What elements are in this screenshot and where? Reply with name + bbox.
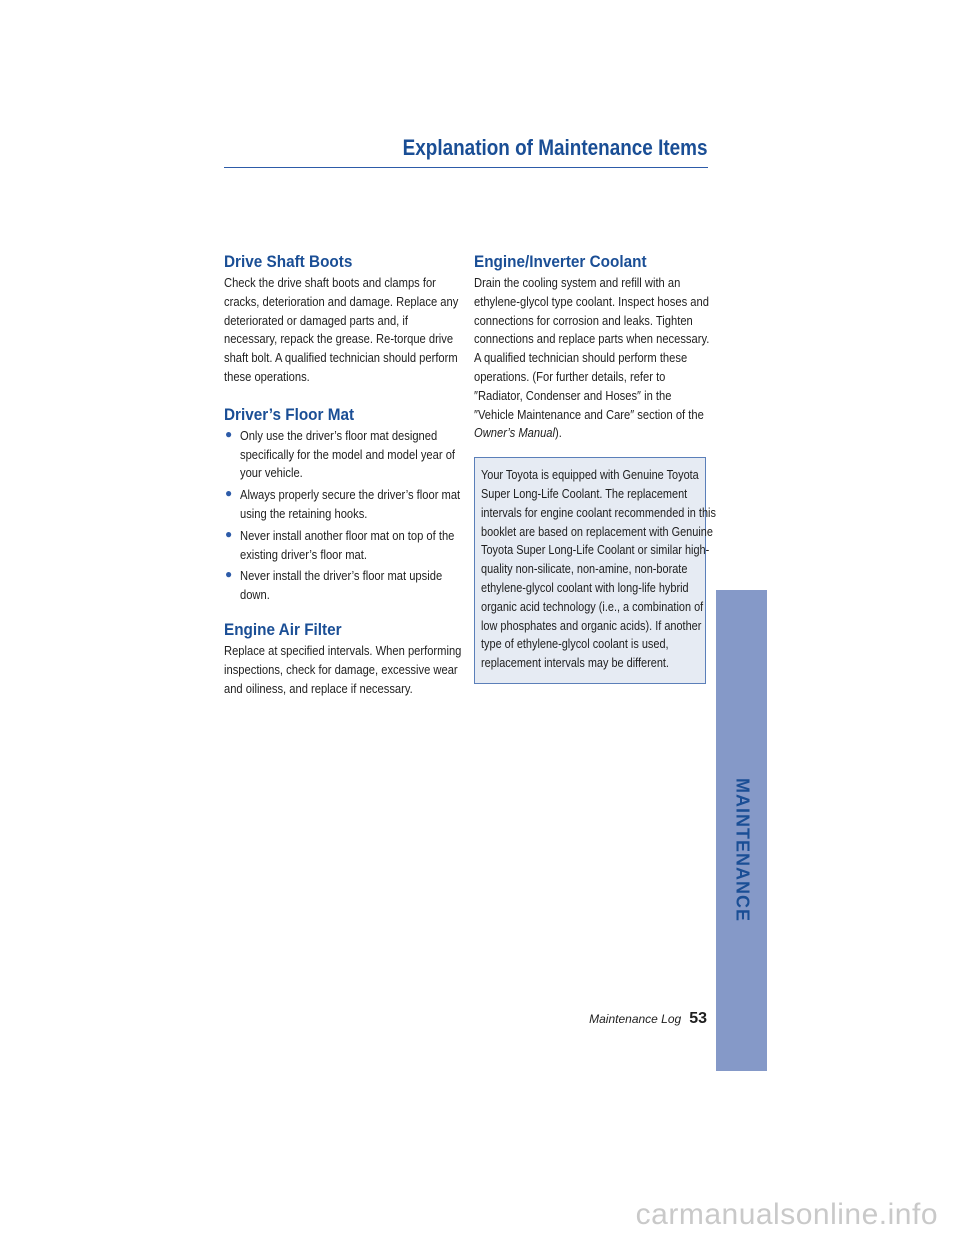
coolant-note-box [474, 457, 716, 684]
bullet-text: Only use the driver’s floor mat designed specifically for the model and model year of your vehicle. [240, 427, 456, 481]
section-body-drive-shaft-boots: Check the drive shaft boots and clamps for cracks, deterioration and damage. Replace any deteriorated or damaged parts and, if necessary, repack the grease. Re-torque drive shaft bolt. A qualified technician should perform these operations. [224, 275, 459, 384]
section-heading-drive-shaft-boots: Drive Shaft Boots [224, 252, 353, 271]
left-column [224, 250, 464, 698]
list-item [224, 427, 464, 483]
bullet-text: Always properly secure the driver’s floor mat using the retaining hooks. [240, 487, 461, 521]
side-tab [716, 590, 767, 1071]
section-heading-engine-air-filter: Engine Air Filter [224, 619, 342, 639]
coolant-note-text: Your Toyota is equipped with Genuine Toyota Super Long-Life Coolant. The replacement intervals for engine coolant recommended in this booklet are based on replacement with Genuine Toyota Super Long-Life Coolant or similar high-quality non-silicate, non-amine, non-borate ethylene-glycol coolant with long-life hybrid organic acid technology (i.e., a combination of low phosphates and organic acids). If another type of ethylene-glycol coolant is used, replacement intervals may be different. [481, 467, 716, 671]
section-engine-inverter-coolant [474, 250, 716, 684]
floor-mat-bullet-list [224, 427, 464, 605]
owners-manual-reference: Owner’s Manual [474, 425, 556, 441]
section-drive-shaft-boots [224, 250, 464, 387]
list-item [224, 567, 464, 605]
section-body-engine-inverter-coolant [474, 274, 709, 443]
list-item [224, 486, 464, 524]
section-drivers-floor-mat [224, 403, 464, 605]
bullet-icon: ● [225, 486, 233, 501]
bullet-text: Never install another floor mat on top of the existing driver’s floor mat. [240, 527, 455, 562]
section-body-engine-air-filter: Replace at specified intervals. When performing inspections, check for damage, excessive wear and oiliness, and replace if necessary. [224, 642, 462, 696]
coolant-body-text: Drain the cooling system and refill with an ethylene-glycol type coolant. Inspect hoses and connections for corrosion and leaks. Tighten connections and replace parts when necessary. A qualified technician should perform these operations. (For further details, refer to ″Radiator, Condenser and Hoses″ in the ″Vehicle Maintenance and Care″ section of the [474, 275, 710, 422]
bullet-text: Never install the driver’s floor mat upside down. [240, 568, 443, 603]
section-heading-engine-inverter-coolant: Engine/Inverter Coolant [474, 252, 647, 271]
page-number: 53 [689, 1010, 707, 1027]
bullet-icon: ● [225, 526, 233, 541]
page-title: Explanation of Maintenance Items [403, 135, 708, 160]
section-engine-air-filter [224, 618, 464, 698]
side-tab-label: MAINTENANCE [732, 778, 752, 922]
page-footer [589, 1010, 707, 1028]
watermark: carmanualsonline.info [635, 1198, 938, 1231]
list-item [224, 527, 464, 565]
bullet-icon: ● [225, 567, 233, 582]
coolant-body-end: ). [555, 425, 562, 441]
right-column [474, 250, 716, 684]
bullet-icon: ● [225, 426, 233, 441]
title-rule [224, 167, 708, 168]
footer-label: Maintenance Log [589, 1012, 682, 1026]
section-heading-drivers-floor-mat: Driver’s Floor Mat [224, 404, 355, 424]
